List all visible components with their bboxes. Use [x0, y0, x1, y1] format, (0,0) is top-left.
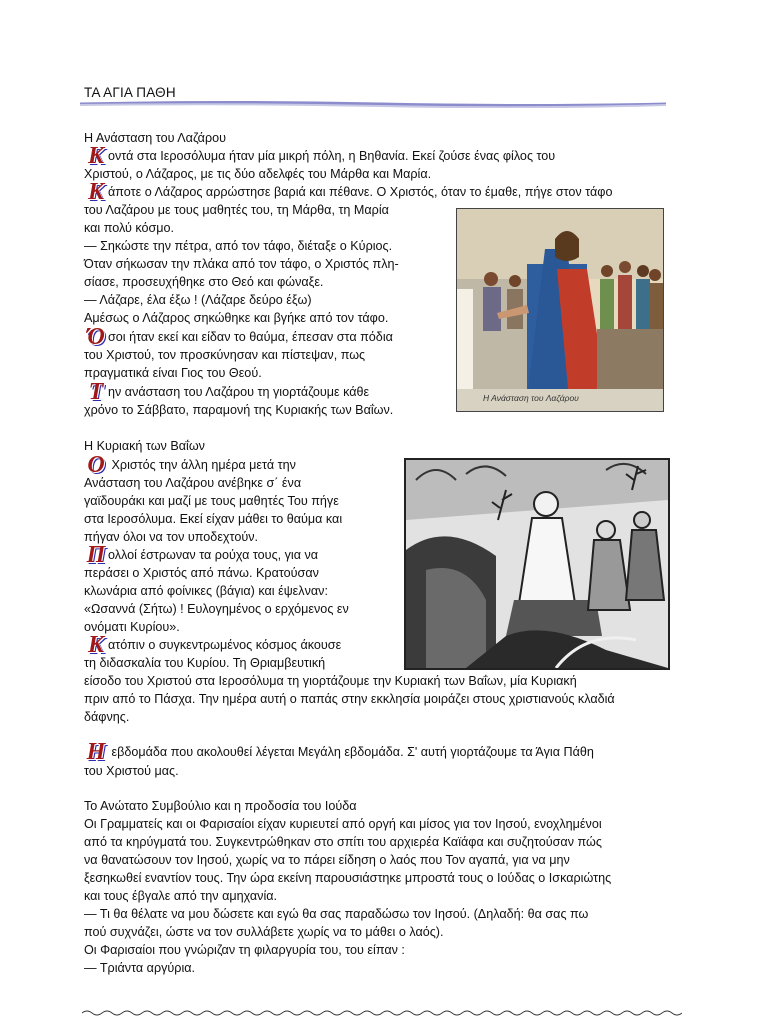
text-line: να θανατώσουν τον Ιησού, χωρίς να το πάρει είδηση ο λαός που Τον αγαπά, για να μην: [84, 853, 570, 867]
text-line: Όσοι ήταν εκεί και είδαν το θαύμα, έπεσαν στα πόδια: [84, 328, 393, 346]
title-underline: [80, 100, 666, 108]
text-line: Κοντά στα Ιεροσόλυμα ήταν μία μικρή πόλη, η Βηθανία. Εκεί ζούσε ένας φίλος του: [84, 147, 555, 165]
text-line: του Χριστού, τον προσκύνησαν και πίστεψαν, πως: [84, 348, 366, 362]
text-line: τη διδασκαλία του Κυρίου. Τη Θριαμβευτική: [84, 656, 326, 670]
text-line: του Χριστού μας.: [84, 764, 179, 778]
drop-cap: Ό: [87, 324, 105, 350]
text-line: Η εβδομάδα που ακολουθεί λέγεται Μεγάλη εβδομάδα. Σ' αυτή γιορτάζουμε τα Άγια Πάθη: [84, 743, 594, 761]
text-line: Ανάσταση του Λαζάρου ανέβηκε σ΄ ένα: [84, 476, 302, 490]
text-line: — Τριάντα αργύρια.: [84, 961, 196, 975]
text-line: σίασε, προσευχήθηκε στο Θεό και φώναξε.: [84, 275, 324, 289]
section-heading-judas: Το Ανώτατο Συμβούλιο και η προδοσία του Ιούδα: [84, 799, 357, 813]
section-heading-lazarus: Η Ανάσταση του Λαζάρου: [84, 131, 227, 145]
drop-cap: Κ: [87, 143, 104, 169]
bottom-wave-divider: [82, 1008, 682, 1018]
text-line: Οι Γραμματείς και οι Φαρισαίοι είχαν κυριευτεί από οργή και μίσος για τον Ιησού, ενοχλημένοι: [84, 817, 602, 831]
text-line: Κατόπιν ο συγκεντρωμένος κόσμος άκουσε: [84, 636, 341, 654]
drop-cap: Κ: [87, 632, 104, 658]
palm-sunday-illustration: [404, 458, 670, 670]
illustration-caption: Η Ανάσταση του Λαζάρου: [483, 393, 579, 403]
text-line: περάσει ο Χριστός από πάνω. Κρατούσαν: [84, 566, 319, 580]
text-line: πραγματικά είναι Γιος του Θεού.: [84, 366, 262, 380]
section-heading-palm-sunday: Η Κυριακή των Βαΐων: [84, 439, 205, 453]
drop-cap: Κ: [87, 179, 104, 205]
text-line: από τα κηρύγματά του. Συγκεντρώθηκαν στο σπίτι του αρχιερέα Καϊάφα και συζητούσαν πώς: [84, 835, 602, 849]
lazarus-painting: [457, 209, 663, 411]
text-line: Όταν σήκωσαν την πλάκα από τον τάφο, ο Χριστός πλη-: [84, 257, 399, 271]
text-line: Πολλοί έστρωναν τα ρούχα τους, για να: [84, 546, 318, 564]
lazarus-illustration: [456, 208, 664, 412]
text-line: χρόνο το Σάββατο, παραμονή της Κυριακής των Βαΐων.: [84, 403, 394, 417]
drop-cap: Π: [86, 542, 106, 568]
text-line: γαϊδουράκι και μαζί με τους μαθητές Του πήγε: [84, 494, 339, 508]
text-line: — Λάζαρε, έλα έξω ! (Λάζαρε δεύρο έξω): [84, 293, 312, 307]
text-line: του Λαζάρου με τους μαθητές του, τη Μάρθα, τη Μαρία: [84, 203, 389, 217]
text-line: Χριστού, ο Λάζαρος, με τις δύο αδελφές του Μάρθα και Μαρία.: [84, 167, 432, 181]
text-line: Ο Χριστός την άλλη ημέρα μετά την: [84, 456, 296, 474]
text-line: — Σηκώστε την πέτρα, από τον τάφο, διέταξε ο Κύριος.: [84, 239, 393, 253]
text-line: στα Ιεροσόλυμα. Εκεί είχαν μάθει το θαύμα και: [84, 512, 343, 526]
text-line: και πολύ κόσμο.: [84, 221, 175, 235]
drop-cap: Ο: [87, 452, 105, 478]
text-line: δάφνης.: [84, 710, 130, 724]
text-line: κλωνάρια από φοίνικες (βάγια) και έψελναν:: [84, 584, 328, 598]
text-line: Οι Φαρισαίοι που γνώριζαν τη φιλαργυρία του, του είπαν :: [84, 943, 405, 957]
text-line: πού συχνάζει, ώστε να τον συλλάβετε χωρίς να το μάθει ο λαός).: [84, 925, 444, 939]
text-line: — Τι θα θέλατε να μου δώσετε και εγώ θα σας παραδώσω τον Ιησού. (Δηλαδή: θα σας πω: [84, 907, 589, 921]
drop-cap: Τ: [88, 379, 104, 405]
palm-sunday-engraving: [406, 460, 668, 668]
text-line: πριν από το Πάσχα. Την ημέρα αυτή ο παπάς στην εκκλησία μοιράζει στους χριστιανούς κλαδιά: [84, 692, 615, 706]
text-line: «Ωσαννά (Σήτω) ! Ευλογημένος ο ερχόμενος εν: [84, 602, 349, 616]
text-line: και τους έβγαλε από την αμηχανία.: [84, 889, 278, 903]
drop-cap: Η: [86, 739, 106, 765]
text-line: ξεσηκωθεί εναντίον τους. Την ώρα εκείνη παρουσιάστηκε μπροστά τους ο Ιούδας ο Ισκαριώτης: [84, 871, 612, 885]
text-line: είσοδο του Χριστού στα Ιεροσόλυμα τη γιορτάζουμε την Κυριακή των Βαΐων, μία Κυριακή: [84, 674, 577, 688]
text-line: Κάποτε ο Λάζαρος αρρώστησε βαριά και πέθανε. Ο Χριστός, όταν το έμαθε, πήγε στον τάφο: [84, 183, 612, 201]
page-title: ΤΑ ΑΓΙΑ ΠΑΘΗ: [84, 85, 176, 100]
text-line: Την ανάσταση του Λαζάρου τη γιορτάζουμε κάθε: [84, 383, 369, 401]
text-line: πήγαν όλοι να τον υποδεχτούν.: [84, 530, 259, 544]
text-line: ονόματι Κυρίου».: [84, 620, 180, 634]
text-line: Αμέσως ο Λάζαρος σηκώθηκε και βγήκε από τον τάφο.: [84, 311, 389, 325]
